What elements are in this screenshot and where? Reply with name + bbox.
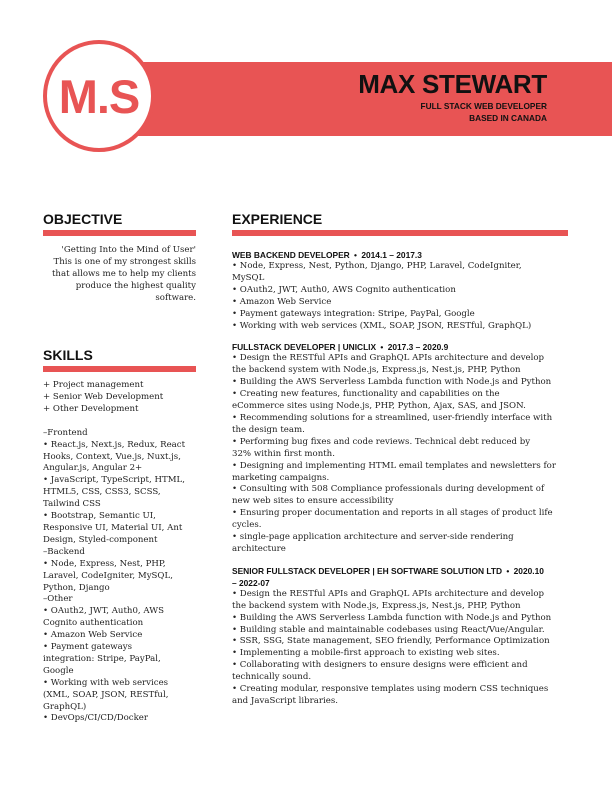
job-duty-line: • OAuth2, JWT, Auth0, AWS Cognito authentication bbox=[232, 284, 456, 295]
job-duty-line: • Collaborating with designers to ensure designs were efficient and bbox=[232, 660, 528, 671]
objective-line: software. bbox=[155, 292, 196, 303]
job-duty-line: • Consulting with 508 Compliance professionals during development of bbox=[232, 484, 545, 495]
job-duty-line: • Implementing a mobile-first approach to existing web sites. bbox=[232, 648, 500, 659]
objective-divider bbox=[43, 230, 196, 236]
job-duty-line: • Working with web services (XML, SOAP, JSON, RESTful, GraphQL) bbox=[232, 320, 532, 331]
skill-line: –Frontend bbox=[43, 427, 88, 438]
job-duty-line: • Creating modular, responsive templates using modern CSS techniques bbox=[232, 684, 549, 695]
job-duty-line: • Design the RESTful APIs and GraphQL APIs architecture and develop bbox=[232, 588, 545, 599]
job-title bbox=[232, 249, 572, 261]
skill-line: Angular.js, Angular 2+ bbox=[43, 463, 143, 474]
skills-list bbox=[43, 380, 203, 725]
bullet-separator: • bbox=[351, 250, 360, 260]
experience-list bbox=[232, 249, 572, 717]
job-duty-line: • Designing and implementing HTML email templates and newsletters for bbox=[232, 460, 556, 471]
job-duty-line: • Building the AWS Serverless Lambda function with Node.js and Python bbox=[232, 377, 552, 388]
skill-line: Python, Django bbox=[43, 582, 110, 593]
skills-heading: SKILLS bbox=[43, 347, 93, 363]
job-title-subtitle: FULL STACK WEB DEVELOPER bbox=[420, 101, 547, 111]
job-duties bbox=[232, 261, 572, 332]
job-duty-line: technically sound. bbox=[232, 672, 312, 683]
skill-line: –Backend bbox=[43, 546, 85, 557]
objective-heading: OBJECTIVE bbox=[43, 211, 123, 227]
job-duty-line: • single-page application architecture and server-side rendering bbox=[232, 532, 514, 543]
job-dates: 2020.10 bbox=[513, 565, 544, 576]
job-entry bbox=[232, 249, 572, 332]
job-duty-line: • Creating new features, functionality and capabilities on the bbox=[232, 389, 500, 400]
objective-line: that allows me to help my clients bbox=[51, 268, 196, 279]
skill-line: • Working with web services bbox=[43, 677, 169, 688]
job-duty-line: • Building stable and maintainable codebases using React/Vue/Angular. bbox=[232, 624, 545, 635]
skill-line: + Project management bbox=[43, 380, 144, 390]
objective-line: 'Getting Into the Mind of User' bbox=[61, 245, 196, 255]
skill-line: integration: Stripe, PayPal, bbox=[43, 653, 161, 664]
job-role: SENIOR FULLSTACK DEVELOPER | EH SOFTWARE SOLUTION LTD bbox=[232, 565, 503, 576]
objective-line: produce the highest quality bbox=[75, 280, 196, 291]
skill-line: (XML, SOAP, JSON, RESTful, bbox=[43, 689, 169, 700]
job-title bbox=[232, 565, 572, 577]
skill-line: Responsive UI, Material UI, Ant bbox=[43, 522, 183, 533]
job-duties bbox=[232, 589, 572, 708]
job-duty-line: • Performing bug fixes and code reviews. Technical debt reduced by bbox=[232, 436, 531, 447]
skill-line: • JavaScript, TypeScript, HTML, bbox=[43, 475, 185, 486]
job-duty-line: marketing campaigns. bbox=[232, 472, 330, 483]
job-duty-line: the backend system with Node.js, Express.js, Nest.js, PHP, Python bbox=[232, 600, 521, 611]
skill-line: • Node, Express, Nest, PHP, bbox=[43, 558, 166, 569]
skills-summary-group bbox=[43, 380, 203, 416]
skill-line: • OAuth2, JWT, Auth0, AWS bbox=[43, 606, 164, 617]
skill-line: –Other bbox=[43, 594, 73, 605]
person-name: MAX STEWART bbox=[358, 69, 547, 99]
job-duty-line: cycles. bbox=[232, 520, 262, 531]
skill-line: Google bbox=[43, 665, 74, 676]
objective-line: This is one of my strongest skills bbox=[53, 256, 196, 267]
skill-line: • Bootstrap, Semantic UI, bbox=[43, 511, 156, 522]
job-duty-line: • Design the RESTful APIs and GraphQL APIs architecture and develop bbox=[232, 353, 545, 364]
skill-line: HTML5, CSS, CSS3, SCSS, bbox=[43, 487, 161, 498]
monogram-initials: M.S bbox=[58, 70, 140, 123]
job-duty-line: new web sites to ensure accessibility bbox=[232, 496, 394, 507]
experience-divider bbox=[232, 230, 568, 236]
job-duty-line: • Ensuring proper documentation and reports in all stages of product life bbox=[232, 508, 553, 519]
skill-line: Design, Styled-component bbox=[43, 534, 158, 545]
skill-line: + Other Development bbox=[43, 403, 139, 414]
skill-line: Tailwind CSS bbox=[43, 499, 101, 510]
job-duty-line: • Recommending solutions for a streamlined, user-friendly interface with bbox=[232, 412, 553, 423]
skills-divider bbox=[43, 366, 196, 372]
skill-line: Hooks, Context, Vue.js, Nuxt.js, bbox=[43, 451, 181, 462]
skills-detail-group bbox=[43, 428, 203, 726]
job-entry bbox=[232, 565, 572, 708]
job-duty-line: eCommerce sites using Node.js, PHP, Python, Ajax, SAS, and JSON. bbox=[232, 401, 526, 412]
skill-line: GraphQL) bbox=[43, 701, 87, 712]
job-duties bbox=[232, 353, 572, 555]
job-dates: 2014.1 – 2017.3 bbox=[361, 250, 422, 260]
job-entry bbox=[232, 341, 572, 555]
skill-line: Laravel, CodeIgniter, MySQL, bbox=[43, 570, 173, 581]
job-duty-line: MySQL bbox=[232, 272, 265, 283]
location-subtitle: BASED IN CANADA bbox=[469, 113, 547, 123]
skill-line: + Senior Web Development bbox=[43, 391, 164, 402]
job-duty-line: • Node, Express, Nest, Python, Django, PHP, Laravel, CodeIgniter, bbox=[232, 261, 522, 271]
bullet-separator: • bbox=[378, 342, 386, 353]
skill-line: • DevOps/CI/CD/Docker bbox=[43, 713, 148, 724]
skill-line: Cognito authentication bbox=[43, 618, 144, 629]
job-title bbox=[232, 341, 572, 353]
job-duty-line: • Amazon Web Service bbox=[232, 296, 332, 307]
skill-line: • React.js, Next.js, Redux, React bbox=[43, 439, 186, 450]
job-role: WEB BACKEND DEVELOPER bbox=[232, 250, 350, 260]
job-duty-line: architecture bbox=[232, 543, 286, 554]
job-duty-line: the design team. bbox=[232, 424, 305, 435]
job-dates-continued: – 2022-07 bbox=[232, 577, 270, 588]
job-duty-line: • Building the AWS Serverless Lambda function with Node.js and Python bbox=[232, 612, 552, 623]
job-duty-line: • Payment gateways integration: Stripe, PayPal, Google bbox=[232, 308, 475, 319]
experience-heading: EXPERIENCE bbox=[232, 211, 323, 227]
skill-line: • Amazon Web Service bbox=[43, 630, 143, 641]
bullet-separator: • bbox=[504, 565, 512, 576]
job-duty-line: the backend system with Node.js, Express.js, Nest.js, PHP, Python bbox=[232, 365, 521, 376]
job-duty-line: • SSR, SSG, State management, SEO friendly, Performance Optimization bbox=[232, 636, 550, 647]
job-dates: 2017.3 – 2020.9 bbox=[387, 342, 449, 353]
job-duty-line: 32% within first month. bbox=[232, 448, 335, 459]
job-role: FULLSTACK DEVELOPER | UNICLIX bbox=[232, 342, 377, 353]
skill-line: • Payment gateways bbox=[43, 642, 133, 653]
monogram-circle bbox=[43, 40, 155, 152]
objective-text bbox=[43, 245, 196, 305]
job-duty-line: and JavaScript libraries. bbox=[232, 696, 338, 706]
